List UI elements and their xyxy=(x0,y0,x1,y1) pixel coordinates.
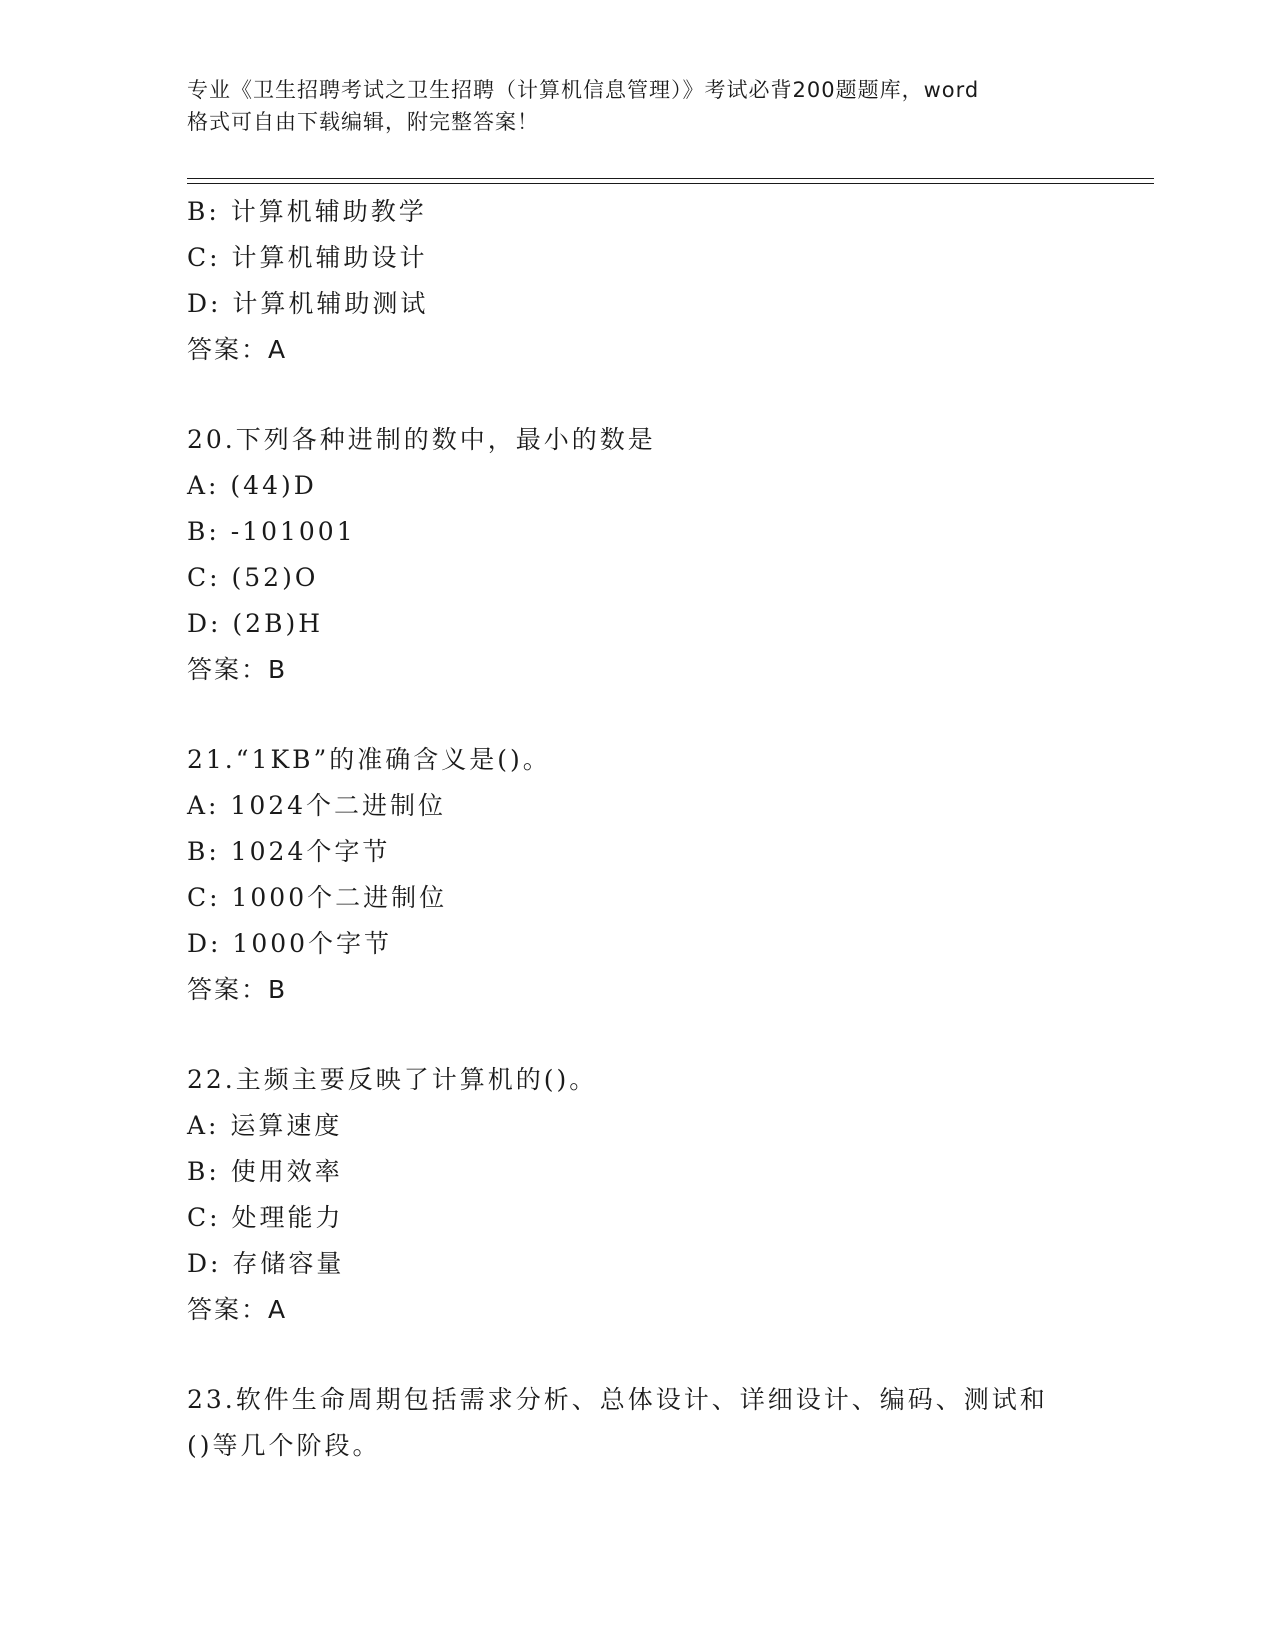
question-title: 20.下列各种进制的数中，最小的数是 xyxy=(187,425,656,454)
option-d: D: 计算机辅助测试 xyxy=(187,289,429,318)
answer-line: 答案：B xyxy=(187,655,288,684)
option-d: D: 1000个字节 xyxy=(187,929,393,958)
answer-line: 答案：A xyxy=(187,1295,288,1324)
option-c: C: 1000个二进制位 xyxy=(187,883,448,912)
option-b: B: 使用效率 xyxy=(187,1157,343,1186)
header-title-line-2: 格式可自由下载编辑，附完整答案！ xyxy=(187,110,539,134)
answer-line: 答案：B xyxy=(187,975,288,1004)
header-divider-bottom xyxy=(187,183,1154,184)
option-a: A: (44)D xyxy=(187,471,317,500)
question-20 xyxy=(187,417,1147,693)
option-b: B: 1024个字节 xyxy=(187,837,391,866)
option-a: A: 运算速度 xyxy=(187,1111,343,1140)
option-d: D: 存储容量 xyxy=(187,1249,345,1278)
answer-line: 答案：A xyxy=(187,335,288,364)
option-c: C: (52)O xyxy=(187,563,319,592)
question-gap xyxy=(187,373,1147,417)
option-b: B: -101001 xyxy=(187,517,356,546)
question-title: 21.“1KB”的准确含义是()。 xyxy=(187,745,551,774)
question-gap xyxy=(187,1013,1147,1057)
option-a: A: 1024个二进制位 xyxy=(187,791,447,820)
question-title: 22.主频主要反映了计算机的()。 xyxy=(187,1065,598,1094)
question-23 xyxy=(187,1377,1147,1469)
question-list xyxy=(187,189,1147,1469)
question-22 xyxy=(187,1057,1147,1333)
document-header xyxy=(187,74,1087,138)
question-21 xyxy=(187,737,1147,1013)
question-19-remainder xyxy=(187,189,1147,373)
option-d: D: (2B)H xyxy=(187,609,323,638)
question-title-line-2: ()等几个阶段。 xyxy=(187,1431,381,1460)
option-c: C: 处理能力 xyxy=(187,1203,344,1232)
option-c: C: 计算机辅助设计 xyxy=(187,243,428,272)
question-gap xyxy=(187,1333,1147,1377)
question-title-line-1: 23.软件生命周期包括需求分析、总体设计、详细设计、编码、测试和 xyxy=(187,1385,1048,1414)
option-b: B: 计算机辅助教学 xyxy=(187,197,427,226)
header-divider-top xyxy=(187,178,1154,179)
question-gap xyxy=(187,693,1147,737)
header-title-line-1: 专业《卫生招聘考试之卫生招聘（计算机信息管理）》考试必背200题题库，word xyxy=(187,78,980,102)
